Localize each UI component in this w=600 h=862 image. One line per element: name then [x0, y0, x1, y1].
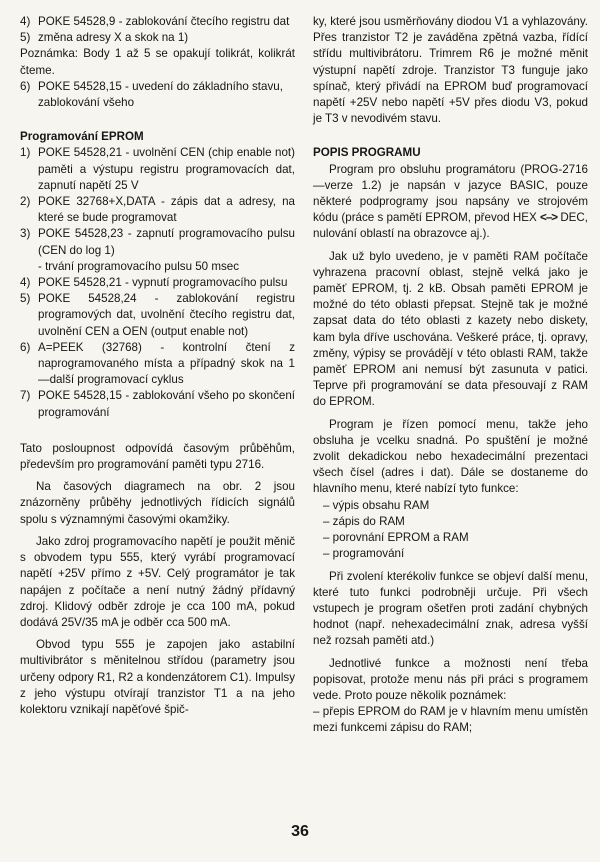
item-text: POKE 54528,9 - zablokování čtecího registru dat	[38, 15, 290, 28]
item-text: POKE 54528,21 - vypnutí programovacího pulsu	[38, 276, 288, 290]
list-item	[20, 259, 295, 275]
paragraph: Obvod typu 555 je zapojen jako astabilní multivibrátor s měnitelnou střídou (parametry jsou určeny odpory R1, R2 a kondenzátorem C1). Impulsy z jeho výstupu otvírají tranzistor T1 a na jeho kolektoru vznikají napěťové špič-	[20, 638, 295, 716]
item-text: POKE 54528,15 - uvedení do základního stavu, zablokování všeho	[38, 79, 283, 110]
item-text: POKE 54528,15 - zablokování všeho po skončení programování	[38, 389, 295, 419]
paragraph: Program je řízen pomocí menu, takže jeho obsluha je vcelku snadná. Po spuštění je možné zvolit dekadickou nebo hexadecimální prezentaci všech čísel (adres i dat). Dále se dostaneme do hlavního menu, které nabízí tyto funkce:	[313, 417, 588, 496]
list-item	[20, 291, 295, 340]
list-item: – programování	[323, 547, 405, 561]
item-number: 6)	[20, 79, 31, 93]
paragraph: Na časových diagramech na obr. 2 jsou znázorněny průběhy jednotlivých řídicích signálů spolu s významnými časovými okamžiky.	[20, 480, 295, 526]
list-item	[20, 275, 295, 291]
section-heading: POPIS PROGRAMU	[313, 146, 421, 160]
item-number: 5)	[20, 292, 31, 306]
item-number: 4)	[20, 15, 31, 28]
section-heading: Programování EPROM	[20, 130, 144, 144]
paragraph: Tato posloupnost odpovídá časovým průběhům, především pro programování paměti typu 2716.	[20, 441, 295, 472]
item-text: změna adresy X a skok na 1)	[38, 31, 189, 45]
list-item: – výpis obsahu RAM	[323, 498, 430, 512]
paragraph: Jak už bylo uvedeno, je v paměti RAM počítače vyhrazena pracovní oblast, stejně velká jako je paměť EPROM, tj. 2 kB. Obsah paměti EPROM je možné do této oblasti přepsat. Stejně tak je možné zapsat data do této oblasti z kazety nebo diskety, kam byla dříve uschována. Veškeré práce, tj. opravy, změny, výpisy se provádějí v této oblasti RAM, takže paměť EPROM ani nemusí být zasunuta v patici. Teprve při programování se data přesouvají z RAM do EPROM.	[313, 249, 588, 409]
page-number: 36	[291, 823, 309, 840]
item-number: 6)	[20, 340, 31, 354]
paragraph: Jednotlivé funkce a možnosti není třeba popisovat, protože menu nás při práci s programem vede. Proto pouze několik poznámek:	[313, 656, 588, 702]
menu-list	[313, 498, 588, 563]
paragraph: ky, které jsou usměrňovány diodou V1 a vyhlazovány. Přes tranzistor T2 je zaváděna zpětná vazba, řídící střídu multivibrátoru. Trimrem R6 je možné měnit výstupní napětí zdroje. Tranzistor T3 funguje jako spínač, který přivádí na EPROM buď programovací napětí +25V nebo napětí +5V přes diodu V3, pokud je T3 v nevodivém stavu.	[313, 15, 588, 126]
list-item	[20, 194, 295, 226]
bidirectional-arrow-icon: <–>	[540, 211, 558, 225]
list-item: – zápis do RAM	[323, 514, 405, 528]
item-text: POKE 54528,23 - zapnutí programovacího pulsu (CEN do log 1)	[38, 227, 295, 257]
item-number	[20, 259, 38, 275]
list-item: – přepis EPROM do RAM je v hlavním menu umístěn mezi funkcemi zápisu do RAM;	[313, 705, 588, 735]
left-column	[20, 14, 295, 718]
paragraph	[313, 162, 588, 243]
paragraph: Jako zdroj programovacího napětí je použit měnič s obvodem typu 555, který vyrábí programovací napětí +25V přímo z +5V. Celý programátor je tak napájen z počítače a není nutný žádný přídavný zdroj. Klidový odběr zdroje je cca 100 mA, pokud dodává 25V/35 mA je odběr cca 500 mA.	[20, 534, 295, 629]
list-item	[20, 340, 295, 389]
list-item	[20, 145, 295, 194]
note: Poznámka: Body 1 až 5 se opakují tolikrát, kolikrát čteme.	[20, 47, 295, 77]
item-text: POKE 54528,21 - uvolnění CEN (chip enable not) paměti a výstupu registru programovacích dat, zapnutí napětí 25 V	[38, 146, 295, 192]
item-number: 1)	[20, 146, 31, 160]
paragraph-text: Program pro obsluhu programátoru (PROG-2716—verze 1.2) je napsán v jazyce BASIC, pouze některé podprogramy jsou napsány ve strojovém kódu (práce s pamětí EPROM, převod HEX	[313, 162, 588, 225]
list-item	[20, 79, 295, 111]
list-item	[20, 226, 295, 258]
item-text: A=PEEK (32768) - kontrolní čtení z naprogramovaného místa a případný skok na 1 —další programovací cyklus	[38, 340, 295, 387]
list-item: – porovnání EPROM a RAM	[323, 531, 469, 545]
right-column	[313, 14, 588, 737]
list-item	[20, 388, 295, 420]
item-text: POKE 32768+X,DATA - zápis dat a adresy, na které se bude programovat	[38, 195, 295, 225]
list-item	[20, 30, 295, 46]
item-number: 4)	[20, 276, 31, 290]
paragraph-text: DEC, nulování oblastí na obrazovce aj.).	[313, 211, 589, 241]
paragraph: Při zvolení kterékoliv funkce se objeví další menu, které tuto funkci podrobněji určuje. Při všech vstupech je program ošetřen proti zadání chybných hodnot (např. nehexadecimální znak, adresa vyšší než rozsah paměti atd.)	[313, 569, 588, 648]
list-item	[20, 14, 295, 30]
item-number: 2)	[20, 195, 31, 209]
item-number: 7)	[20, 389, 31, 403]
item-text: - trvání programovacího pulsu 50 msec	[38, 259, 240, 273]
item-number: 3)	[20, 227, 31, 241]
item-number: 5)	[20, 31, 31, 45]
item-text: POKE 54528,24 - zablokování registru programových dat, uvolnění čtecího registru dat, uvolnění CEN a OEN (output enable not)	[38, 292, 295, 338]
